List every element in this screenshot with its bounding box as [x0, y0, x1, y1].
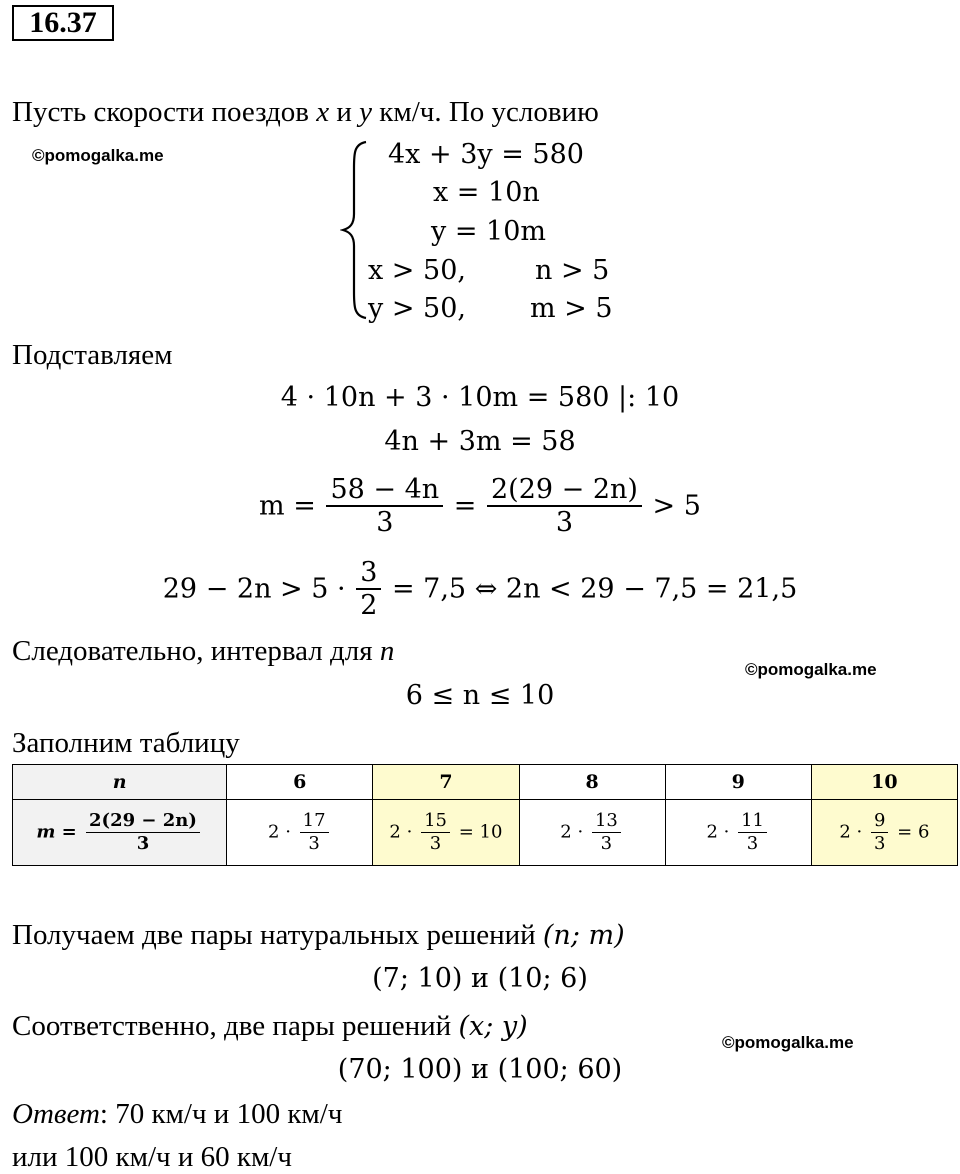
step2-equation: 4n + 3m = 58 [384, 426, 576, 457]
problem-number: 16.37 [12, 5, 114, 41]
m-cell-prefix: 2 · [706, 821, 730, 843]
step3-f1-num: 58 − 4n [330, 474, 440, 505]
system-eq4b: n > 5 [535, 255, 610, 286]
table-label: Заполним таблицу [12, 727, 240, 759]
table-n-cell: 10 [811, 765, 957, 800]
m-cell-prefix: 2 · [268, 821, 291, 843]
table-m-cell [373, 800, 519, 866]
table-header-row [13, 765, 958, 800]
step4-lhs: 29 − 2n > 5 · [162, 573, 346, 605]
interval-label: Следовательно, интервал для [12, 635, 373, 667]
solutions-value: (70; 100) и (100; 60) [337, 1054, 623, 1085]
intro-var-x: x [316, 96, 330, 128]
values-table [12, 764, 958, 866]
step3-lhs: m = [259, 490, 316, 522]
pairs-label-line [12, 918, 625, 953]
m-cell-fraction [871, 810, 888, 855]
row-label-fraction [86, 810, 200, 855]
m-cell-num: 11 [741, 810, 764, 831]
m-cell-den: 3 [421, 832, 450, 855]
step4-f-den: 2 [356, 588, 381, 622]
pairs-label: Получаем две пары натуральных решений [12, 919, 536, 951]
row-label-prefix: m = [36, 821, 77, 843]
step4-f-num: 3 [360, 557, 378, 588]
m-cell-prefix: 2 · [389, 821, 413, 843]
watermark: ©pomogalka.me [722, 1033, 854, 1052]
step3-rhs: > 5 [652, 490, 701, 522]
m-cell-den: 3 [871, 832, 888, 855]
m-cell-den: 3 [738, 832, 767, 855]
step4-equation [0, 558, 960, 622]
table-n-cell: 7 [373, 765, 519, 800]
table-m-cell [519, 800, 665, 866]
watermark: ©pomogalka.me [32, 146, 164, 165]
answer-text-1: : 70 км/ч и 100 км/ч [99, 1098, 343, 1130]
system-eq1: 4x + 3y = 580 [388, 139, 584, 170]
system-brace [340, 138, 370, 322]
answer-word: Ответ [12, 1098, 100, 1130]
step3-fraction-2 [487, 475, 642, 539]
step3-f2-num: 2(29 − 2n) [490, 474, 638, 505]
intro-var-y: y [359, 96, 372, 128]
m-cell-num: 13 [594, 810, 618, 831]
step3-fraction-1 [326, 475, 443, 539]
step4-rhs: = 7,5 ⇔ 2n < 29 − 7,5 = 21,5 [391, 573, 798, 605]
solutions-label-var: (x; y) [458, 1011, 528, 1042]
table-row-label [13, 800, 227, 866]
table-n-cell: 8 [519, 765, 665, 800]
table-m-cell [227, 800, 373, 866]
interval-value: 6 ≤ n ≤ 10 [405, 680, 555, 711]
pairs-value: (7; 10) и (10; 6) [372, 963, 588, 994]
m-cell-fraction [738, 810, 767, 855]
intro-line [12, 95, 599, 129]
intro-text: Пусть скорости поездов [12, 96, 309, 128]
m-cell-den: 3 [300, 832, 329, 855]
answer-line-1 [12, 1097, 342, 1131]
m-cell-num: 9 [873, 810, 886, 831]
table-m-cell [665, 800, 811, 866]
step4-fraction [356, 558, 381, 622]
step3-eq: = [453, 490, 477, 522]
system-eq3: y = 10m [431, 216, 547, 247]
row-label-num: 2(29 − 2n) [89, 810, 197, 831]
interval-var: n [379, 635, 395, 667]
watermark: ©pomogalka.me [745, 660, 877, 679]
system-eq2: x = 10n [433, 177, 540, 208]
table-m-cell [811, 800, 957, 866]
step3-f2-den: 3 [487, 505, 642, 539]
m-cell-suffix: = 6 [897, 821, 930, 843]
interval-label-line [12, 634, 394, 668]
solutions-label-line [12, 1009, 528, 1044]
system-eq4a: x > 50, [368, 255, 466, 286]
m-cell-suffix: = 10 [458, 821, 503, 843]
table-header-label: n [13, 765, 227, 800]
table-n-cell: 9 [665, 765, 811, 800]
row-label-den: 3 [86, 832, 200, 855]
table-value-row [13, 800, 958, 866]
system-eq5a: y > 50, [368, 293, 466, 324]
table-n-cell: 6 [227, 765, 373, 800]
pairs-label-var: (n; m) [542, 920, 625, 951]
m-cell-fraction [300, 810, 329, 855]
m-cell-den: 3 [592, 832, 621, 855]
m-cell-fraction [592, 810, 621, 855]
m-cell-prefix: 2 · [560, 821, 584, 843]
answer-line-2: или 100 км/ч и 60 км/ч [12, 1141, 292, 1173]
intro-tail: км/ч. По условию [379, 96, 599, 128]
step1-equation: 4 · 10n + 3 · 10m = 580 |: 10 [280, 382, 680, 413]
system-eq5b: m > 5 [530, 293, 613, 324]
m-cell-num: 15 [424, 810, 447, 831]
solutions-label: Соответственно, две пары решений [12, 1010, 452, 1042]
step3-f1-den: 3 [326, 505, 443, 539]
intro-and: и [336, 96, 352, 128]
m-cell-fraction [421, 810, 450, 855]
m-cell-prefix: 2 · [839, 821, 863, 843]
step3-equation [0, 475, 960, 539]
m-cell-num: 17 [302, 810, 326, 831]
substitute-label: Подставляем [12, 339, 173, 371]
